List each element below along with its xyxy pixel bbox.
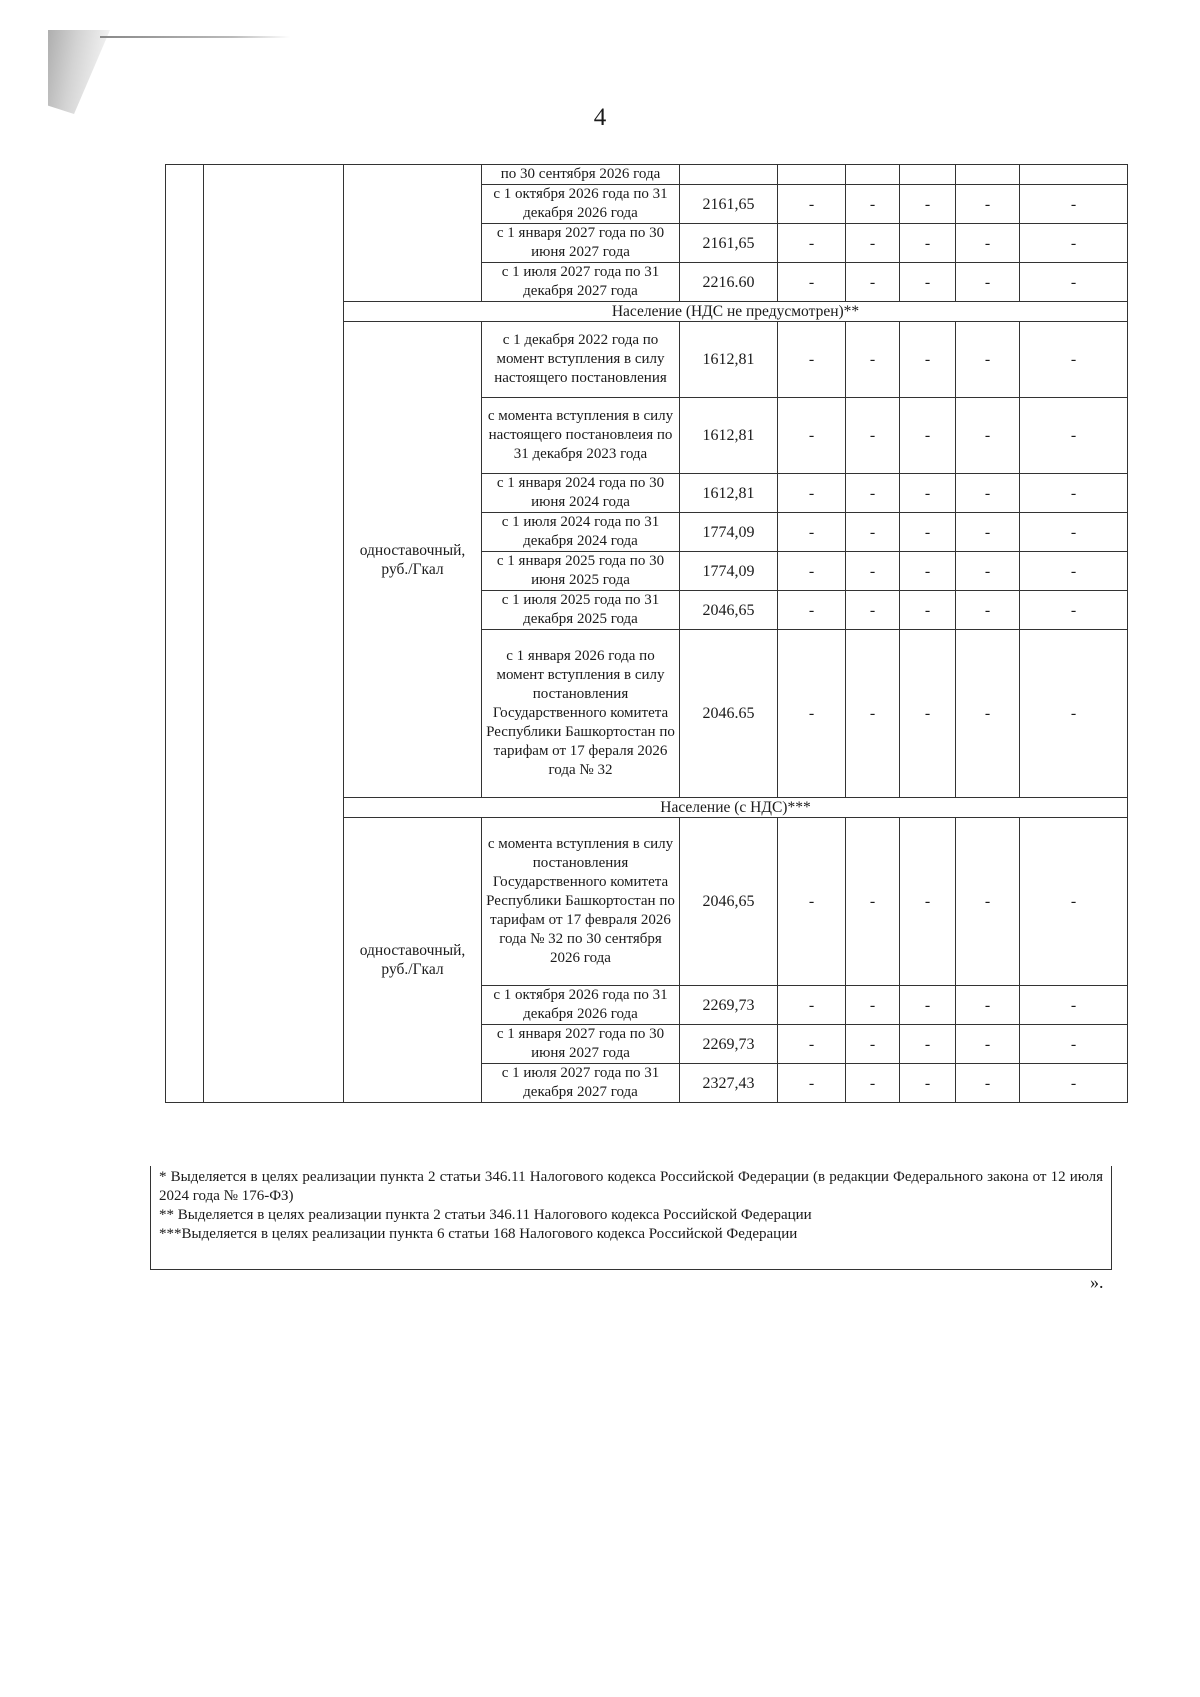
dash-cell: -: [900, 322, 956, 398]
dash-cell: -: [778, 630, 846, 798]
period-cell: с 1 января 2027 года по 30 июня 2027 года: [482, 224, 680, 263]
dash-cell: -: [846, 322, 900, 398]
dash-cell: -: [846, 398, 900, 474]
dash-cell: -: [778, 398, 846, 474]
dash-cell: -: [1020, 263, 1128, 302]
dash-cell: -: [1020, 513, 1128, 552]
dash-cell: -: [778, 591, 846, 630]
dash-cell: [846, 165, 900, 185]
dash-cell: -: [900, 224, 956, 263]
dash-cell: -: [846, 474, 900, 513]
dash-cell: -: [956, 398, 1020, 474]
footnote-3: ***Выделяется в целях реализации пункта 6 статьи 168 Налогового кодекса Российской Федерации: [159, 1226, 798, 1242]
tariff-value: 1774,09: [680, 513, 778, 552]
scan-line-artifact: [100, 36, 290, 38]
dash-cell: -: [1020, 986, 1128, 1025]
period-cell: с 1 октября 2026 года по 31 декабря 2026 года: [482, 986, 680, 1025]
tariff-value: 2269,73: [680, 1025, 778, 1064]
section-title-no-vat: Население (НДС не предусмотрен)**: [344, 302, 1128, 322]
dash-cell: -: [900, 513, 956, 552]
dash-cell: -: [1020, 398, 1128, 474]
organization-column: [204, 165, 344, 1103]
dash-cell: -: [1020, 474, 1128, 513]
dash-cell: -: [1020, 224, 1128, 263]
dash-cell: -: [778, 552, 846, 591]
dash-cell: -: [778, 818, 846, 986]
dash-cell: -: [846, 1025, 900, 1064]
dash-cell: -: [900, 474, 956, 513]
row-number-column: [166, 165, 204, 1103]
dash-cell: -: [956, 818, 1020, 986]
dash-cell: -: [1020, 630, 1128, 798]
dash-cell: -: [956, 591, 1020, 630]
tariff-kind-label: одноставочный, руб./Гкал: [344, 322, 482, 798]
tariff-kind-label: одноставочный, руб./Гкал: [344, 818, 482, 1103]
dash-cell: -: [900, 552, 956, 591]
closing-quote: ».: [1090, 1272, 1104, 1292]
tariff-value: 1612,81: [680, 474, 778, 513]
dash-cell: -: [778, 1064, 846, 1103]
tariff-value: 2327,43: [680, 1064, 778, 1103]
period-cell: с 1 июля 2027 года по 31 декабря 2027 года: [482, 1064, 680, 1103]
dash-cell: -: [900, 398, 956, 474]
kind-column-continued: [344, 165, 482, 302]
tariff-value: 2046,65: [680, 591, 778, 630]
period-cell: с 1 июля 2024 года по 31 декабря 2024 года: [482, 513, 680, 552]
dash-cell: -: [956, 986, 1020, 1025]
dash-cell: -: [846, 513, 900, 552]
dash-cell: [1020, 165, 1128, 185]
dash-cell: -: [778, 185, 846, 224]
tariff-value: 1612,81: [680, 322, 778, 398]
dash-cell: -: [956, 474, 1020, 513]
tariff-value: 2046.65: [680, 630, 778, 798]
dash-cell: -: [1020, 591, 1128, 630]
scan-artifact: [48, 30, 110, 114]
dash-cell: [900, 165, 956, 185]
dash-cell: -: [1020, 1025, 1128, 1064]
page-number: 4: [593, 104, 607, 131]
tariff-value: [680, 165, 778, 185]
footnote-1: * Выделяется в целях реализации пункта 2 статьи 346.11 Налогового кодекса Российской Федерации (в редакции Федерального закона от 12 июля 2024 года № 176-ФЗ): [159, 1169, 1103, 1204]
dash-cell: -: [956, 1025, 1020, 1064]
dash-cell: -: [846, 986, 900, 1025]
dash-cell: -: [956, 513, 1020, 552]
period-cell: по 30 сентября 2026 года: [482, 165, 680, 185]
dash-cell: -: [778, 1025, 846, 1064]
dash-cell: -: [846, 630, 900, 798]
tariff-table: [165, 164, 1128, 1103]
dash-cell: -: [846, 263, 900, 302]
tariff-value: 1774,09: [680, 552, 778, 591]
tariff-value: 2161,65: [680, 185, 778, 224]
dash-cell: -: [1020, 552, 1128, 591]
dash-cell: -: [1020, 818, 1128, 986]
tariff-value: 2216.60: [680, 263, 778, 302]
dash-cell: -: [778, 263, 846, 302]
dash-cell: -: [956, 322, 1020, 398]
dash-cell: -: [900, 818, 956, 986]
section-title-with-vat: Население (с НДС)***: [344, 798, 1128, 818]
dash-cell: -: [778, 224, 846, 263]
dash-cell: -: [778, 986, 846, 1025]
period-cell: с 1 октября 2026 года по 31 декабря 2026 года: [482, 185, 680, 224]
tariff-value: 1612,81: [680, 398, 778, 474]
dash-cell: -: [900, 591, 956, 630]
period-cell: с момента вступления в силу настоящего постановлеия по 31 декабря 2023 года: [482, 398, 680, 474]
dash-cell: -: [1020, 1064, 1128, 1103]
dash-cell: -: [956, 552, 1020, 591]
dash-cell: -: [846, 1064, 900, 1103]
footnote-2: ** Выделяется в целях реализации пункта 2 статьи 346.11 Налогового кодекса Российской Федерации: [159, 1207, 812, 1223]
period-cell: с 1 января 2027 года по 30 июня 2027 года: [482, 1025, 680, 1064]
dash-cell: -: [1020, 185, 1128, 224]
dash-cell: -: [846, 185, 900, 224]
dash-cell: [778, 165, 846, 185]
table-row: [166, 165, 1128, 185]
dash-cell: -: [956, 263, 1020, 302]
dash-cell: -: [900, 630, 956, 798]
dash-cell: -: [778, 513, 846, 552]
dash-cell: -: [956, 224, 1020, 263]
period-cell: с 1 января 2026 года по момент вступления в силу постановления Государственного комитета Республики Башкортостан по тарифам от 17 фераля 2026 года № 32: [482, 630, 680, 798]
dash-cell: -: [900, 1064, 956, 1103]
dash-cell: -: [846, 591, 900, 630]
period-cell: с 1 июля 2027 года по 31 декабря 2027 года: [482, 263, 680, 302]
dash-cell: -: [846, 818, 900, 986]
dash-cell: -: [778, 474, 846, 513]
period-cell: с 1 января 2025 года по 30 июня 2025 года: [482, 552, 680, 591]
tariff-value: 2269,73: [680, 986, 778, 1025]
tariff-table-body: [166, 165, 1128, 1103]
period-cell: с момента вступления в силу постановления Государственного комитета Республики Башкортостан по тарифам от 17 февраля 2026 года № 32 по 30 сентября 2026 года: [482, 818, 680, 986]
dash-cell: -: [778, 322, 846, 398]
dash-cell: -: [900, 1025, 956, 1064]
tariff-value: 2161,65: [680, 224, 778, 263]
dash-cell: -: [900, 263, 956, 302]
period-cell: с 1 июля 2025 года по 31 декабря 2025 года: [482, 591, 680, 630]
dash-cell: -: [846, 224, 900, 263]
footnotes: [150, 1166, 1112, 1270]
dash-cell: [956, 165, 1020, 185]
dash-cell: -: [900, 986, 956, 1025]
tariff-value: 2046,65: [680, 818, 778, 986]
dash-cell: -: [956, 185, 1020, 224]
dash-cell: -: [846, 552, 900, 591]
period-cell: с 1 января 2024 года по 30 июня 2024 года: [482, 474, 680, 513]
dash-cell: -: [1020, 322, 1128, 398]
period-cell: с 1 декабря 2022 года по момент вступления в силу настоящего постановления: [482, 322, 680, 398]
dash-cell: -: [956, 630, 1020, 798]
dash-cell: -: [956, 1064, 1020, 1103]
dash-cell: -: [900, 185, 956, 224]
